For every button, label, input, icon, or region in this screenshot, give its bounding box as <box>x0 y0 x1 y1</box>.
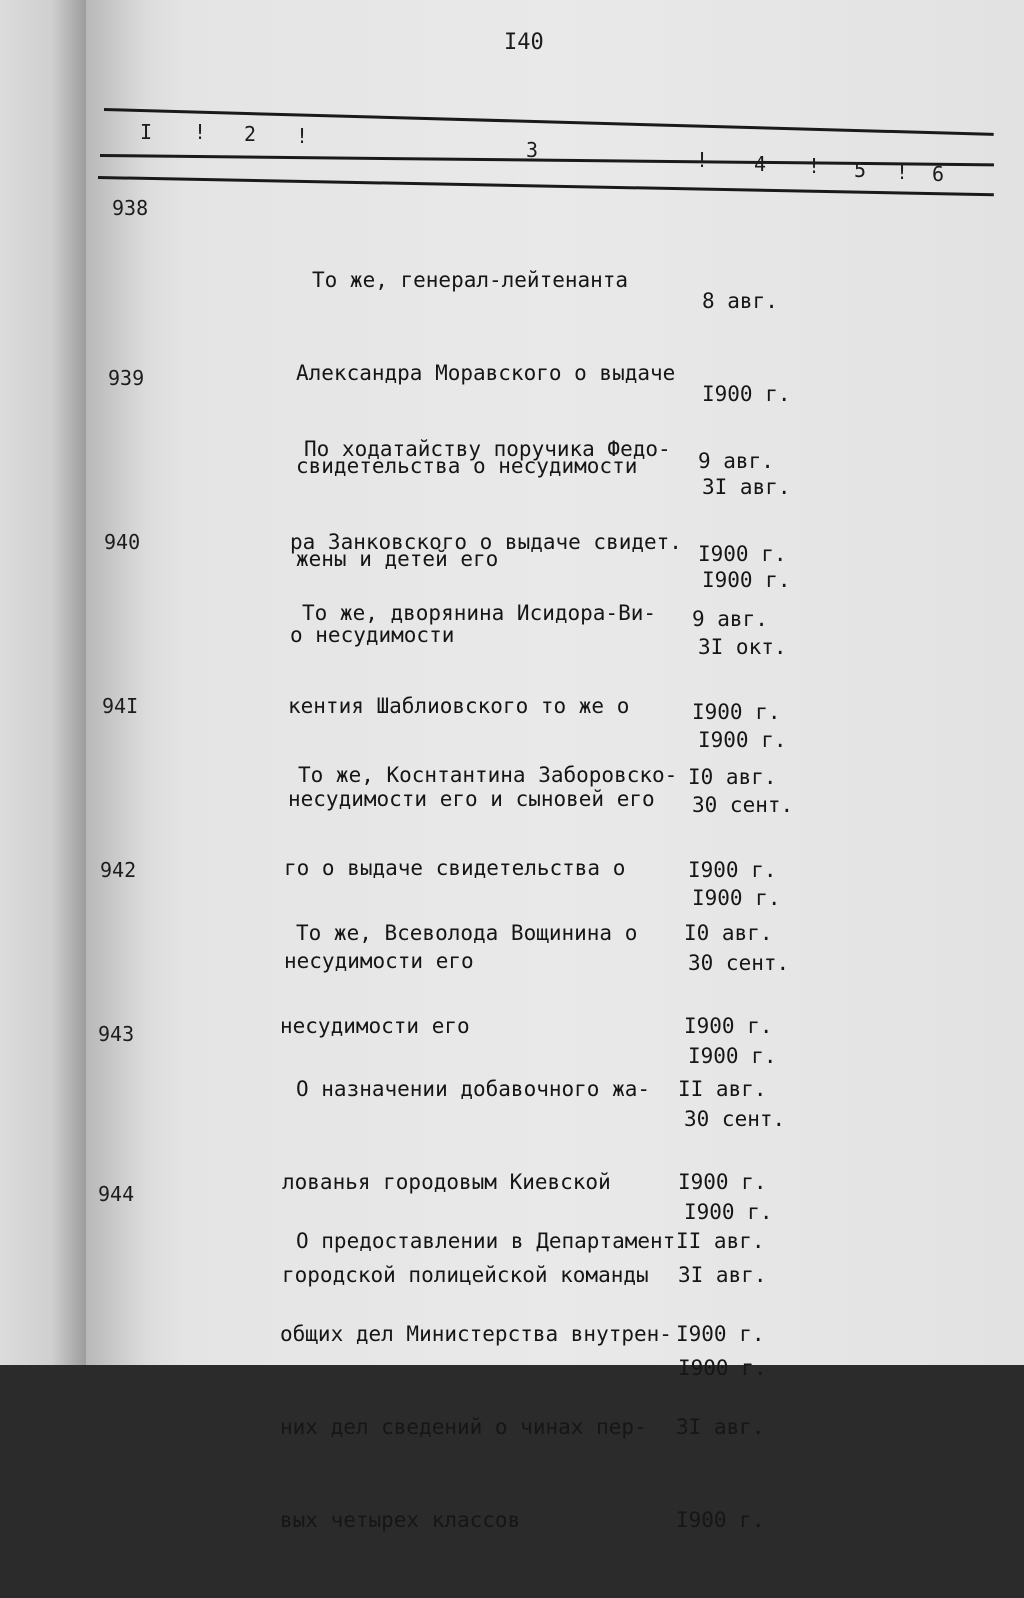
header-separator: ! <box>194 120 207 144</box>
header-separator: ! <box>896 160 909 184</box>
entry-dates <box>676 1164 796 1598</box>
date-line: I900 г. <box>684 1200 773 1224</box>
description-line: го о выдаче свидетельства о <box>284 856 626 880</box>
header-separator: ! <box>296 124 309 148</box>
entry-number: 943 <box>98 1022 135 1046</box>
header-separator: ! <box>696 148 709 172</box>
description-line: Александра Моравского о выдаче <box>296 361 676 385</box>
date-line: 3I авг. <box>676 1415 765 1439</box>
description-line: общих дел Министерства внутрен- <box>280 1322 672 1346</box>
description-line: По ходатайству поручика Федо- <box>304 437 671 461</box>
date-line: 9 авг. <box>692 607 768 631</box>
entry-number: 944 <box>98 1182 135 1206</box>
header-col-6: 6 <box>932 162 945 186</box>
entry-number: 942 <box>100 858 137 882</box>
date-line: 9 авг. <box>698 449 774 473</box>
header-col-4: 4 <box>754 152 767 176</box>
description-line: жены и детей его <box>296 547 499 571</box>
entry-number: 939 <box>108 366 145 390</box>
date-line: I0 авг. <box>688 765 777 789</box>
date-line: 30 сент. <box>692 793 794 817</box>
date-line: I900 г. <box>678 1170 767 1194</box>
description-line: городской полицейской команды <box>282 1263 649 1287</box>
description-line: вых четырех классов <box>280 1508 521 1532</box>
date-line: I900 г. <box>676 1508 765 1532</box>
entry-number: 94I <box>102 694 139 718</box>
date-line: II авг. <box>678 1077 767 1101</box>
book-spine <box>0 0 86 1365</box>
header-col-2: 2 <box>244 122 257 146</box>
date-line: 8 авг. <box>702 289 778 313</box>
date-line: I900 г. <box>688 1044 777 1068</box>
description-line: свидетельства о несудимости <box>296 454 638 478</box>
description-line: О назначении добавочного жа- <box>296 1077 651 1101</box>
date-line: I900 г. <box>692 700 781 724</box>
date-line: I900 г. <box>702 568 791 592</box>
description-line: То же, Коснтантина Заборовско- <box>298 763 678 787</box>
date-line: I900 г. <box>698 728 787 752</box>
date-line: I900 г. <box>678 1356 767 1380</box>
date-line: II авг. <box>676 1229 765 1253</box>
date-line: I0 авг. <box>684 921 773 945</box>
date-line: I900 г. <box>676 1322 765 1346</box>
description-line: ра Занковского о выдаче свидет. <box>290 530 682 554</box>
date-line: I900 г. <box>692 886 781 910</box>
description-line: О предоставлении в Департамент <box>296 1229 676 1253</box>
description-line: несудимости его <box>284 949 474 973</box>
date-line: I900 г. <box>684 1014 773 1038</box>
date-line: 3I авг. <box>702 475 791 499</box>
date-line: 30 сент. <box>688 951 790 975</box>
date-line: 3I окт. <box>698 635 787 659</box>
description-line: То же, генерал-лейтенанта <box>312 268 629 292</box>
date-line: 3I авг. <box>678 1263 767 1287</box>
description-line: них дел сведений о чинах пер- <box>280 1415 647 1439</box>
description-line: То же, дворянина Исидора-Ви- <box>302 601 657 625</box>
header-separator: ! <box>808 154 821 178</box>
date-line: I900 г. <box>702 382 791 406</box>
document-page <box>86 0 1024 1532</box>
date-line: 30 сент. <box>684 1107 786 1131</box>
entry-number: 940 <box>104 530 141 554</box>
description-line: лованья городовым Киевской <box>282 1170 611 1194</box>
description-line: То же, Всеволода Вощинина о <box>296 921 638 945</box>
description-line: несудимости его <box>280 1014 470 1038</box>
table-header-top-rule <box>104 108 994 136</box>
entry-description <box>280 1164 700 1598</box>
date-line: I900 г. <box>688 858 777 882</box>
header-col-5: 5 <box>854 158 867 182</box>
description-line: несудимости его и сыновей его <box>288 787 655 811</box>
entry-number: 938 <box>112 196 149 220</box>
description-line: о несудимости <box>290 623 455 647</box>
page-number: I40 <box>504 30 544 55</box>
date-line: I900 г. <box>698 542 787 566</box>
header-col-1: I <box>140 120 153 144</box>
header-col-3: 3 <box>526 138 539 162</box>
description-line: кентия Шаблиовского то же о <box>288 694 630 718</box>
